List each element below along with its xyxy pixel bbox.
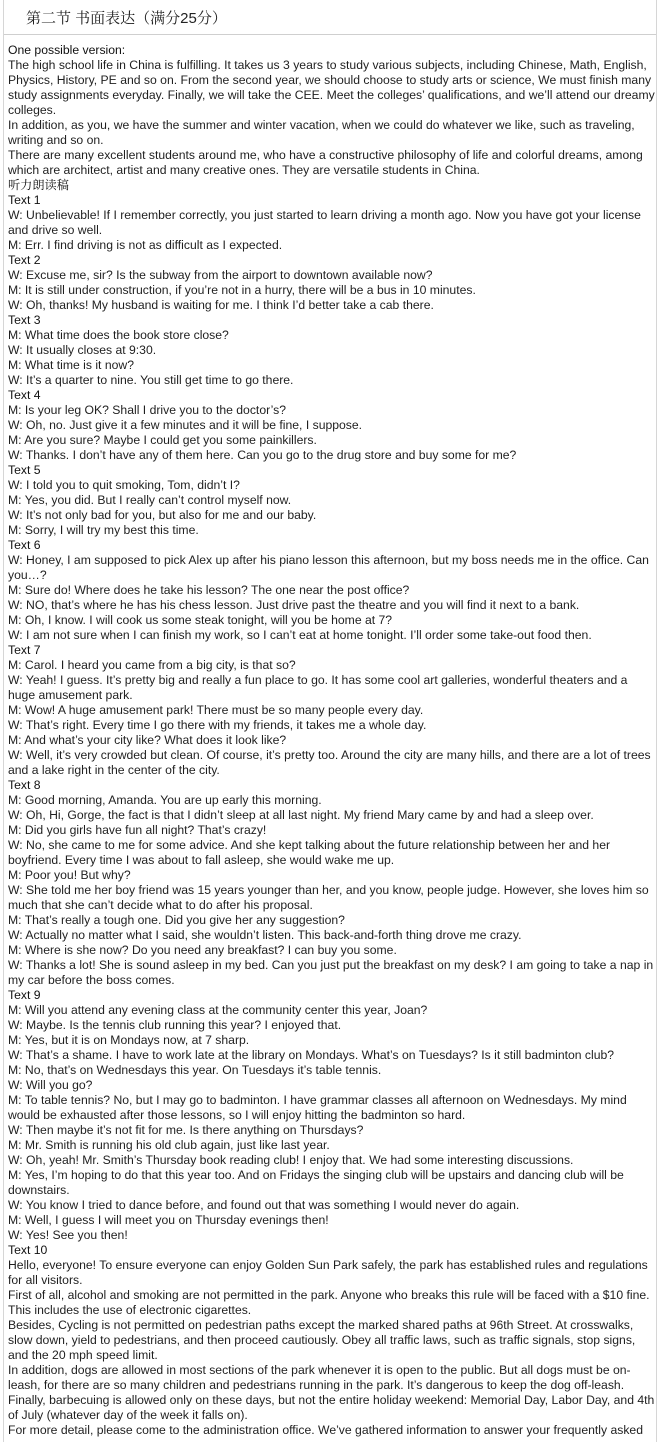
paragraph: Hello, everyone! To ensure everyone can enjoy Golden Sun Park safely, the park has established rules and regulations for all visitors. bbox=[8, 1258, 648, 1287]
text-number-label: Text 9 bbox=[8, 988, 41, 1002]
text-number-label: Text 6 bbox=[8, 538, 41, 552]
paragraph: In addition, dogs are allowed in most sections of the park whenever it is open to the public. But all dogs must be on-leash, for there are so many children and pedestrians running in the park. It’s dangerous to keep the dog off-leash. bbox=[8, 1363, 631, 1392]
dialogue-line: W: I told you to quit smoking, Tom, didn’t I? bbox=[8, 478, 240, 492]
dialogue-line: W: Oh, yeah! Mr. Smith’s Thursday book reading club! I enjoy that. We had some interesting discussions. bbox=[8, 1153, 574, 1167]
paragraph: For more detail, please come to the administration office. We’ve gathered information to answer your frequently asked bbox=[8, 1423, 643, 1437]
paragraph: First of all, alcohol and smoking are not permitted in the park. Anyone who breaks this rule will be faced with a $10 fine. This includes the use of electronic cigarettes. bbox=[8, 1288, 650, 1317]
dialogue-line: M: Carol. I heard you came from a big city, is that so? bbox=[8, 658, 296, 672]
dialogue-line: W: I am not sure when I can finish my work, so I can’t eat at home tonight. I’ll order some take-out food then. bbox=[8, 628, 592, 642]
dialogue-line: W: It’s not only bad for you, but also for me and our baby. bbox=[8, 508, 317, 522]
dialogue-line: M: It is still under construction, if you’re not in a hurry, there will be a bus in 10 minutes. bbox=[8, 283, 476, 297]
dialogue-line: M: Well, I guess I will meet you on Thursday evenings then! bbox=[8, 1213, 329, 1227]
section-header bbox=[4, 0, 656, 35]
dialogue-line: M: Are you sure? Maybe I could get you some painkillers. bbox=[8, 433, 317, 447]
text-number-label: Text 2 bbox=[8, 253, 41, 267]
dialogue-line: W: Then maybe it’s not fit for me. Is there anything on Thursdays? bbox=[8, 1123, 364, 1137]
essay-heading: One possible version: bbox=[8, 43, 126, 57]
dialogue-line: W: Oh, no. Just give it a few minutes and it will be fine, I suppose. bbox=[8, 418, 363, 432]
dialogue-line: M: Mr. Smith is running his old club again, just like last year. bbox=[8, 1138, 330, 1152]
dialogue-line: M: Sorry, I will try my best this time. bbox=[8, 523, 199, 537]
dialogue-line: W: Honey, I am supposed to pick Alex up after his piano lesson this afternoon, but my boss needs me in the office. Can you…? bbox=[8, 553, 649, 582]
dialogue-line: W: Yes! See you then! bbox=[8, 1228, 128, 1242]
paragraph: In addition, as you, we have the summer and winter vacation, when we could do whatever we like, such as traveling, writing and so on. bbox=[8, 118, 635, 147]
dialogue-line: W: Well, it’s very crowded but clean. Of course, it’s pretty too. Around the city are many hills, and there are a lot of trees and a lake right in the center of the city. bbox=[8, 748, 651, 777]
text-number-label: Text 4 bbox=[8, 388, 41, 402]
dialogue-line: W: Will you go? bbox=[8, 1078, 93, 1092]
dialogue-line: M: Oh, I know. I will cook us some steak tonight, will you be home at 7? bbox=[8, 613, 393, 627]
paragraph: There are many excellent students around me, who have a constructive philosophy of life and colorful dreams, among which are architect, artist and many creative ones. They are versatile students in China. bbox=[8, 148, 643, 177]
dialogue-line: M: Did you girls have fun all night? That’s crazy! bbox=[8, 823, 267, 837]
section-title: 第二节 书面表达（满分25分） bbox=[26, 10, 227, 27]
dialogue-line: M: Err. I find driving is not as difficult as I expected. bbox=[8, 238, 283, 252]
paragraph: The high school life in China is fulfilling. It takes us 3 years to study various subjects, including Chinese, Math, English, Physics, History, PE and so on. From the second year, we should choose to study arts or science, We must finish many study assignments everyday. Finally, we will take the CEE. Meet the colleges’ qualifications, and we’ll attend our dreamy colleges. bbox=[8, 58, 655, 117]
dialogue-line: M: What time is it now? bbox=[8, 358, 134, 372]
dialogue-line: M: To table tennis? No, but I may go to badminton. I have grammar classes all afternoon on Wednesdays. My mind would be exhausted after those lessons, so I will enjoy hitting the badminton so hard. bbox=[8, 1093, 627, 1122]
dialogue-line: M: Good morning, Amanda. You are up early this morning. bbox=[8, 793, 322, 807]
dialogue-line: W: No, she came to me for some advice. And she kept talking about the future relationship between her and her boyfriend. Every time I was about to fall asleep, she would wake me up. bbox=[8, 838, 611, 867]
dialogue-line: W: Unbelievable! If I remember correctly, you just started to learn driving a month ago. Now you have got your license and drive so well. bbox=[8, 208, 641, 237]
dialogue-line: W: Actually no matter what I said, she wouldn’t listen. This back-and-forth thing drove me crazy. bbox=[8, 928, 522, 942]
paragraph: Finally, barbecuing is allowed only on these days, but not the entire holiday weekend: Memorial Day, Labor Day, and 4th of July (whatever day of the week it falls on). bbox=[8, 1393, 655, 1422]
dialogue-line: W: It usually closes at 9:30. bbox=[8, 343, 157, 357]
document-body bbox=[8, 43, 656, 1438]
text-number-label: Text 7 bbox=[8, 643, 41, 657]
dialogue-line: M: That’s really a tough one. Did you give her any suggestion? bbox=[8, 913, 345, 927]
dialogue-line: W: Yeah! I guess. It’s pretty big and really a fun place to go. It has some cool art galleries, wonderful theaters and a huge amusement park. bbox=[8, 673, 628, 702]
dialogue-line: M: What time does the book store close? bbox=[8, 328, 229, 342]
dialogue-line: W: She told me her boy friend was 15 years younger than her, and you know, people judge. However, she loves him so much that she can’t decide what to do after his proposal. bbox=[8, 883, 649, 912]
dialogue-line: W: It’s a quarter to nine. You still get time to go there. bbox=[8, 373, 294, 387]
dialogue-line: W: That’s a shame. I have to work late at the library on Mondays. What’s on Tuesdays? Is it still badminton club? bbox=[8, 1048, 615, 1062]
paragraph: Besides, Cycling is not permitted on pedestrian paths except the marked shared paths at 96th Street. At crosswalks, slow down, yield to pedestrians, and then proceed cautiously. Obey all traffic laws, such as traffic signals, stop signs, and the 20 mph speed limit. bbox=[8, 1318, 636, 1362]
transcript-heading: 听力朗读稿 bbox=[8, 178, 69, 192]
dialogue-line: W: Oh, thanks! My husband is waiting for me. I think I’d better take a cab there. bbox=[8, 298, 434, 312]
dialogue-line: W: That’s right. Every time I go there with my friends, it takes me a whole day. bbox=[8, 718, 427, 732]
dialogue-line: M: Poor you! But why? bbox=[8, 868, 131, 882]
dialogue-line: M: Is your leg OK? Shall I drive you to the doctor’s? bbox=[8, 403, 286, 417]
text-number-label: Text 10 bbox=[8, 1243, 48, 1257]
dialogue-line: W: You know I tried to dance before, and found out that was something I would never do again. bbox=[8, 1198, 520, 1212]
dialogue-line: M: Will you attend any evening class at the community center this year, Joan? bbox=[8, 1003, 428, 1017]
dialogue-line: M: Wow! A huge amusement park! There must be so many people every day. bbox=[8, 703, 424, 717]
dialogue-line: W: Excuse me, sir? Is the subway from the airport to downtown available now? bbox=[8, 268, 433, 282]
text-number-label: Text 1 bbox=[8, 193, 41, 207]
dialogue-line: M: Yes, I’m hoping to do that this year too. And on Fridays the singing club will be upstairs and dancing club will be downstairs. bbox=[8, 1168, 624, 1197]
dialogue-line: M: No, that’s on Wednesdays this year. On Tuesdays it’s table tennis. bbox=[8, 1063, 382, 1077]
dialogue-line: W: NO, that’s where he has his chess lesson. Just drive past the theatre and you will find it next to a bank. bbox=[8, 598, 580, 612]
dialogue-line: M: Where is she now? Do you need any breakfast? I can buy you some. bbox=[8, 943, 397, 957]
dialogue-line: M: Yes, but it is on Mondays now, at 7 sharp. bbox=[8, 1033, 250, 1047]
dialogue-line: M: Yes, you did. But I really can’t control myself now. bbox=[8, 493, 292, 507]
dialogue-line: W: Thanks a lot! She is sound asleep in my bed. Can you just put the breakfast on my desk? I am going to take a nap in my car before the boss comes. bbox=[8, 958, 654, 987]
text-number-label: Text 5 bbox=[8, 463, 41, 477]
dialogue-line: M: And what’s your city like? What does it look like? bbox=[8, 733, 287, 747]
text-number-label: Text 3 bbox=[8, 313, 41, 327]
dialogue-line: W: Maybe. Is the tennis club running this year? I enjoyed that. bbox=[8, 1018, 342, 1032]
dialogue-line: W: Oh, Hi, Gorge, the fact is that I didn’t sleep at all last night. My friend Mary came by and had a sleep over. bbox=[8, 808, 594, 822]
dialogue-line: W: Thanks. I don’t have any of them here. Can you go to the drug store and buy some for me? bbox=[8, 448, 517, 462]
text-number-label: Text 8 bbox=[8, 778, 41, 792]
dialogue-line: M: Sure do! Where does he take his lesson? The one near the post office? bbox=[8, 583, 410, 597]
